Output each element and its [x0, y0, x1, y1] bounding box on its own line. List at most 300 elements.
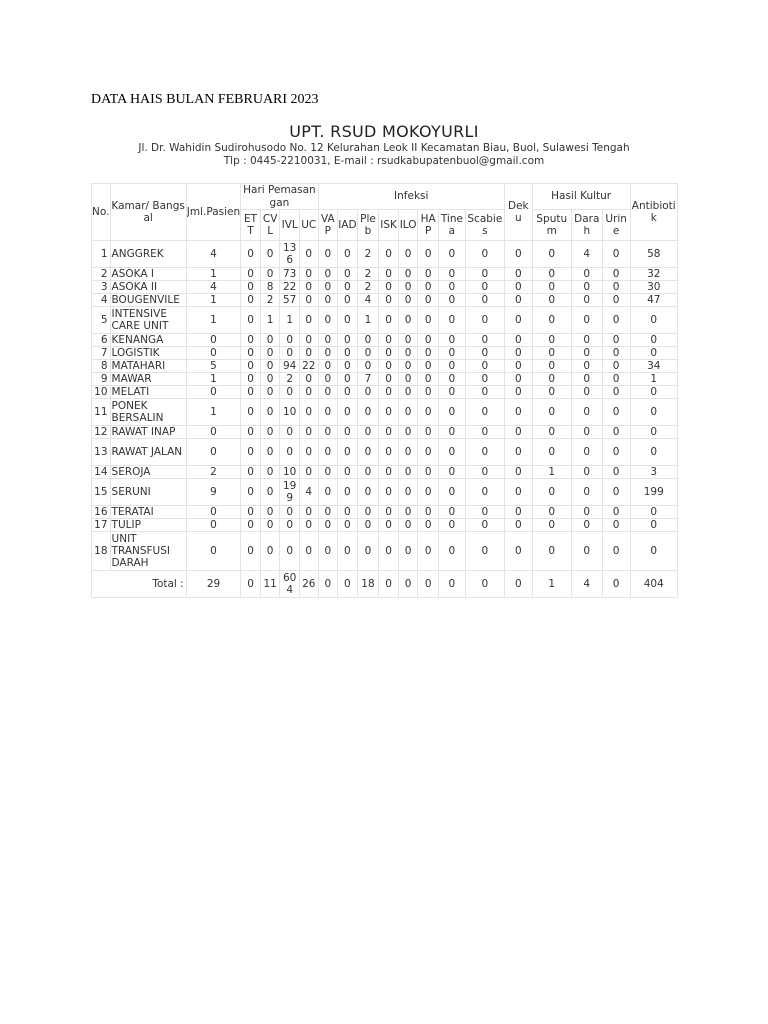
data-cell: 0 — [379, 519, 399, 532]
data-cell: 0 — [398, 439, 418, 466]
data-cell: 0 — [571, 426, 602, 439]
data-cell: 0 — [504, 334, 532, 347]
data-cell: 0 — [439, 439, 466, 466]
data-cell: 0 — [532, 294, 571, 307]
row-number: 11 — [92, 399, 111, 426]
table-row — [92, 347, 678, 360]
row-number: 3 — [92, 281, 111, 294]
data-cell: 0 — [398, 268, 418, 281]
data-cell: 0 — [299, 347, 318, 360]
data-cell: 0 — [571, 399, 602, 426]
data-cell: 0 — [338, 532, 358, 571]
data-cell: 4 — [186, 241, 241, 268]
data-cell: 0 — [602, 439, 630, 466]
data-cell: 0 — [465, 347, 504, 360]
table-row — [92, 294, 678, 307]
data-cell: 0 — [299, 466, 318, 479]
data-cell: 0 — [186, 426, 241, 439]
data-cell: 0 — [398, 506, 418, 519]
data-cell: 0 — [571, 479, 602, 506]
data-cell: 0 — [186, 519, 241, 532]
data-cell: 0 — [504, 281, 532, 294]
data-cell: 0 — [571, 334, 602, 347]
data-cell: 0 — [379, 386, 399, 399]
room-name: UNIT TRANSFUSI DARAH — [110, 532, 186, 571]
data-cell: 0 — [260, 439, 280, 466]
hospital-name: UPT. RSUD MOKOYURLI — [289, 122, 479, 141]
data-cell: 0 — [465, 334, 504, 347]
data-cell: 0 — [602, 399, 630, 426]
data-cell: 0 — [318, 519, 338, 532]
room-name: ANGGREK — [110, 241, 186, 268]
data-cell: 0 — [280, 347, 300, 360]
data-cell: 0 — [465, 241, 504, 268]
data-cell: 0 — [299, 241, 318, 268]
col-header-infection: Infeksi — [318, 184, 504, 210]
room-name: TERATAI — [110, 506, 186, 519]
data-cell: 0 — [318, 373, 338, 386]
data-cell: 0 — [299, 439, 318, 466]
data-cell: 0 — [186, 386, 241, 399]
data-cell: 0 — [602, 506, 630, 519]
table-row — [92, 373, 678, 386]
data-cell: 0 — [357, 506, 379, 519]
data-cell: 1 — [260, 307, 280, 334]
hais-data-table — [91, 183, 678, 598]
data-cell: 0 — [338, 334, 358, 347]
data-cell: 0 — [532, 532, 571, 571]
col-header-installation-ivl: IVL — [280, 210, 300, 241]
total-cell: 0 — [398, 571, 418, 598]
data-cell: 0 — [504, 439, 532, 466]
data-cell: 0 — [418, 281, 439, 294]
table-row — [92, 281, 678, 294]
data-cell: 0 — [571, 281, 602, 294]
data-cell: 0 — [357, 532, 379, 571]
room-name: PONEK BERSALIN — [110, 399, 186, 426]
data-cell: 0 — [260, 347, 280, 360]
total-cell: 0 — [418, 571, 439, 598]
data-cell: 0 — [318, 479, 338, 506]
data-cell: 0 — [299, 519, 318, 532]
data-cell: 0 — [571, 439, 602, 466]
data-cell: 0 — [630, 347, 677, 360]
table-row — [92, 307, 678, 334]
data-cell: 0 — [299, 426, 318, 439]
data-cell: 0 — [398, 294, 418, 307]
data-cell: 0 — [338, 479, 358, 506]
data-cell: 0 — [260, 241, 280, 268]
data-cell: 0 — [532, 241, 571, 268]
data-cell: 0 — [465, 426, 504, 439]
row-number: 16 — [92, 506, 111, 519]
col-header-patients: Jml.Pasien — [186, 184, 241, 241]
data-cell: 0 — [418, 466, 439, 479]
data-cell: 4 — [299, 479, 318, 506]
total-cell: 0 — [602, 571, 630, 598]
data-cell: 0 — [318, 268, 338, 281]
table-row — [92, 360, 678, 373]
data-cell: 0 — [379, 399, 399, 426]
data-cell: 0 — [398, 479, 418, 506]
total-cell: 29 — [186, 571, 241, 598]
data-cell: 0 — [532, 307, 571, 334]
hospital-contact: Tlp : 0445-2210031, E-mail : rsudkabupatenbuol@gmail.com — [223, 155, 545, 167]
data-cell: 0 — [602, 347, 630, 360]
data-cell: 0 — [398, 373, 418, 386]
data-cell: 0 — [602, 373, 630, 386]
data-cell: 0 — [299, 307, 318, 334]
row-number: 9 — [92, 373, 111, 386]
data-cell: 0 — [532, 399, 571, 426]
total-cell: 0 — [379, 571, 399, 598]
data-cell: 2 — [357, 241, 379, 268]
data-cell: 47 — [630, 294, 677, 307]
data-cell: 0 — [439, 532, 466, 571]
room-name: RAWAT INAP — [110, 426, 186, 439]
data-cell: 0 — [439, 479, 466, 506]
data-cell: 0 — [504, 268, 532, 281]
room-name: MELATI — [110, 386, 186, 399]
col-header-infection-isk: ISK — [379, 210, 399, 241]
row-number: 2 — [92, 268, 111, 281]
data-cell: 0 — [532, 519, 571, 532]
data-cell: 0 — [260, 268, 280, 281]
data-cell: 0 — [241, 373, 261, 386]
data-cell: 0 — [299, 386, 318, 399]
data-cell: 0 — [504, 360, 532, 373]
data-cell: 0 — [338, 268, 358, 281]
data-cell: 0 — [439, 294, 466, 307]
room-name: RAWAT JALAN — [110, 439, 186, 466]
data-cell: 1 — [186, 373, 241, 386]
data-cell: 0 — [439, 426, 466, 439]
table-row — [92, 426, 678, 439]
data-cell: 0 — [357, 439, 379, 466]
data-cell: 2 — [280, 373, 300, 386]
data-cell: 0 — [338, 519, 358, 532]
data-cell: 0 — [504, 373, 532, 386]
data-cell: 0 — [318, 439, 338, 466]
data-cell: 0 — [318, 386, 338, 399]
data-cell: 0 — [357, 360, 379, 373]
data-cell: 1 — [630, 373, 677, 386]
data-cell: 0 — [398, 466, 418, 479]
col-header-room: Kamar/ Bangsal — [110, 184, 186, 241]
data-cell: 0 — [280, 532, 300, 571]
data-cell: 0 — [504, 479, 532, 506]
data-cell: 4 — [186, 281, 241, 294]
data-cell: 0 — [357, 386, 379, 399]
data-cell: 0 — [379, 334, 399, 347]
data-cell: 0 — [418, 532, 439, 571]
data-cell: 0 — [602, 466, 630, 479]
data-cell: 0 — [338, 373, 358, 386]
col-header-culture-urine: Urine — [602, 210, 630, 241]
data-cell: 0 — [439, 307, 466, 334]
data-cell: 0 — [280, 506, 300, 519]
data-cell: 2 — [186, 466, 241, 479]
data-cell: 0 — [418, 439, 439, 466]
data-cell: 0 — [532, 506, 571, 519]
data-cell: 0 — [398, 532, 418, 571]
hospital-address: Jl. Dr. Wahidin Sudirohusodo No. 12 Kelurahan Leok II Kecamatan Biau, Buol, Sulawesi Tengah — [138, 142, 630, 154]
data-cell: 0 — [398, 241, 418, 268]
data-cell: 0 — [465, 281, 504, 294]
data-cell: 0 — [571, 307, 602, 334]
data-cell: 0 — [379, 294, 399, 307]
table-row — [92, 399, 678, 426]
data-cell: 0 — [418, 399, 439, 426]
data-cell: 0 — [379, 426, 399, 439]
data-cell: 9 — [186, 479, 241, 506]
data-cell: 0 — [241, 360, 261, 373]
col-header-no: No. — [92, 184, 111, 241]
data-cell: 0 — [186, 334, 241, 347]
data-cell: 0 — [504, 386, 532, 399]
total-cell: 0 — [465, 571, 504, 598]
data-cell: 0 — [439, 360, 466, 373]
data-cell: 5 — [186, 360, 241, 373]
data-cell: 32 — [630, 268, 677, 281]
data-cell: 0 — [504, 241, 532, 268]
data-cell: 0 — [439, 347, 466, 360]
row-number: 6 — [92, 334, 111, 347]
col-header-installation: Hari Pemasangan — [241, 184, 318, 210]
data-cell: 0 — [398, 386, 418, 399]
data-cell: 0 — [465, 360, 504, 373]
data-cell: 0 — [241, 307, 261, 334]
data-cell: 0 — [318, 399, 338, 426]
data-cell: 0 — [338, 439, 358, 466]
data-cell: 0 — [418, 334, 439, 347]
data-cell: 0 — [260, 506, 280, 519]
data-cell: 1 — [357, 307, 379, 334]
data-cell: 0 — [418, 386, 439, 399]
data-cell: 1 — [186, 307, 241, 334]
data-cell: 0 — [630, 399, 677, 426]
data-cell: 0 — [379, 373, 399, 386]
data-cell: 10 — [280, 399, 300, 426]
data-cell: 30 — [630, 281, 677, 294]
data-cell: 0 — [379, 307, 399, 334]
data-cell: 0 — [398, 360, 418, 373]
data-cell: 0 — [338, 426, 358, 439]
data-cell: 0 — [602, 307, 630, 334]
data-cell: 0 — [357, 519, 379, 532]
data-cell: 0 — [630, 506, 677, 519]
row-number: 7 — [92, 347, 111, 360]
data-cell: 0 — [318, 241, 338, 268]
data-cell: 0 — [338, 506, 358, 519]
data-cell: 1 — [280, 307, 300, 334]
data-cell: 0 — [260, 466, 280, 479]
data-cell: 0 — [465, 532, 504, 571]
data-cell: 0 — [280, 439, 300, 466]
room-name: SEROJA — [110, 466, 186, 479]
data-cell: 0 — [418, 268, 439, 281]
data-cell: 58 — [630, 241, 677, 268]
data-cell: 0 — [318, 334, 338, 347]
data-cell: 0 — [280, 519, 300, 532]
data-cell: 94 — [280, 360, 300, 373]
data-cell: 0 — [280, 386, 300, 399]
col-header-infection-iad: IAD — [338, 210, 358, 241]
data-cell: 0 — [571, 519, 602, 532]
data-cell: 0 — [465, 399, 504, 426]
data-cell: 1 — [532, 466, 571, 479]
total-cell: 0 — [504, 571, 532, 598]
data-cell: 0 — [532, 281, 571, 294]
data-cell: 0 — [379, 360, 399, 373]
row-number: 10 — [92, 386, 111, 399]
data-cell: 0 — [398, 519, 418, 532]
data-cell: 0 — [439, 399, 466, 426]
total-cell: 604 — [280, 571, 300, 598]
data-cell: 0 — [465, 268, 504, 281]
data-cell: 0 — [532, 373, 571, 386]
data-cell: 0 — [280, 426, 300, 439]
total-cell: 26 — [299, 571, 318, 598]
table-row — [92, 519, 678, 532]
row-number: 12 — [92, 426, 111, 439]
total-cell: 4 — [571, 571, 602, 598]
data-cell: 0 — [338, 386, 358, 399]
data-cell: 0 — [186, 532, 241, 571]
data-cell: 0 — [241, 386, 261, 399]
data-cell: 57 — [280, 294, 300, 307]
data-cell: 3 — [630, 466, 677, 479]
data-cell: 0 — [571, 506, 602, 519]
data-cell: 0 — [338, 241, 358, 268]
data-cell: 0 — [338, 294, 358, 307]
data-cell: 0 — [186, 439, 241, 466]
total-cell: 0 — [318, 571, 338, 598]
data-cell: 0 — [418, 506, 439, 519]
room-name: SERUNI — [110, 479, 186, 506]
data-cell: 0 — [379, 281, 399, 294]
data-cell: 0 — [504, 519, 532, 532]
data-cell: 0 — [439, 519, 466, 532]
data-cell: 0 — [504, 466, 532, 479]
data-cell: 0 — [630, 386, 677, 399]
data-cell: 0 — [418, 479, 439, 506]
data-cell: 0 — [504, 426, 532, 439]
data-cell: 0 — [338, 347, 358, 360]
data-cell: 0 — [379, 347, 399, 360]
data-cell: 0 — [532, 360, 571, 373]
data-cell: 0 — [571, 360, 602, 373]
data-cell: 0 — [338, 399, 358, 426]
data-cell: 0 — [418, 294, 439, 307]
total-cell: 404 — [630, 571, 677, 598]
data-cell: 0 — [379, 439, 399, 466]
data-cell: 0 — [465, 307, 504, 334]
row-number: 14 — [92, 466, 111, 479]
data-cell: 0 — [280, 334, 300, 347]
row-number: 8 — [92, 360, 111, 373]
data-cell: 0 — [504, 399, 532, 426]
data-cell: 0 — [439, 241, 466, 268]
data-cell: 2 — [260, 294, 280, 307]
data-cell: 10 — [280, 466, 300, 479]
data-cell: 0 — [418, 307, 439, 334]
data-cell: 0 — [241, 399, 261, 426]
data-cell: 0 — [465, 373, 504, 386]
room-name: ASOKA II — [110, 281, 186, 294]
data-cell: 0 — [465, 519, 504, 532]
col-header-culture: Hasil Kultur — [532, 184, 630, 210]
col-header-infection-vap: VAP — [318, 210, 338, 241]
data-cell: 0 — [630, 439, 677, 466]
data-cell: 34 — [630, 360, 677, 373]
data-cell: 0 — [465, 386, 504, 399]
data-cell: 0 — [241, 294, 261, 307]
data-cell: 0 — [241, 334, 261, 347]
data-cell: 0 — [318, 281, 338, 294]
data-cell: 0 — [379, 479, 399, 506]
data-cell: 0 — [532, 347, 571, 360]
row-number: 1 — [92, 241, 111, 268]
data-cell: 0 — [602, 532, 630, 571]
data-cell: 0 — [241, 532, 261, 571]
data-cell: 0 — [299, 281, 318, 294]
data-cell: 0 — [602, 519, 630, 532]
data-cell: 0 — [241, 506, 261, 519]
data-cell: 8 — [260, 281, 280, 294]
data-cell: 0 — [439, 506, 466, 519]
table-row — [92, 241, 678, 268]
row-number: 15 — [92, 479, 111, 506]
total-cell: 0 — [338, 571, 358, 598]
data-cell: 0 — [299, 532, 318, 571]
data-cell: 0 — [465, 506, 504, 519]
data-cell: 0 — [357, 399, 379, 426]
data-cell: 0 — [260, 386, 280, 399]
col-header-antibiotic: Antibiotik — [630, 184, 677, 241]
total-cell: 1 — [532, 571, 571, 598]
data-cell: 1 — [186, 268, 241, 281]
room-name: TULIP — [110, 519, 186, 532]
data-cell: 0 — [630, 334, 677, 347]
data-cell: 0 — [602, 281, 630, 294]
col-header-infection-scabies: Scabies — [465, 210, 504, 241]
total-row — [92, 571, 678, 598]
data-cell: 0 — [439, 281, 466, 294]
data-cell: 0 — [241, 466, 261, 479]
data-cell: 0 — [571, 466, 602, 479]
data-cell: 73 — [280, 268, 300, 281]
data-cell: 0 — [379, 532, 399, 571]
data-cell: 0 — [439, 334, 466, 347]
data-cell: 0 — [439, 373, 466, 386]
data-cell: 0 — [241, 519, 261, 532]
data-cell: 0 — [299, 373, 318, 386]
data-cell: 0 — [571, 386, 602, 399]
data-cell: 0 — [318, 360, 338, 373]
table-row — [92, 532, 678, 571]
col-header-infection-tinea: Tinea — [439, 210, 466, 241]
data-cell: 0 — [418, 373, 439, 386]
data-cell: 0 — [418, 519, 439, 532]
data-cell: 0 — [418, 360, 439, 373]
data-cell: 0 — [532, 334, 571, 347]
data-cell: 2 — [357, 281, 379, 294]
data-cell: 0 — [504, 307, 532, 334]
room-name: MAWAR — [110, 373, 186, 386]
col-header-infection-hap: HAP — [418, 210, 439, 241]
data-cell: 0 — [532, 426, 571, 439]
